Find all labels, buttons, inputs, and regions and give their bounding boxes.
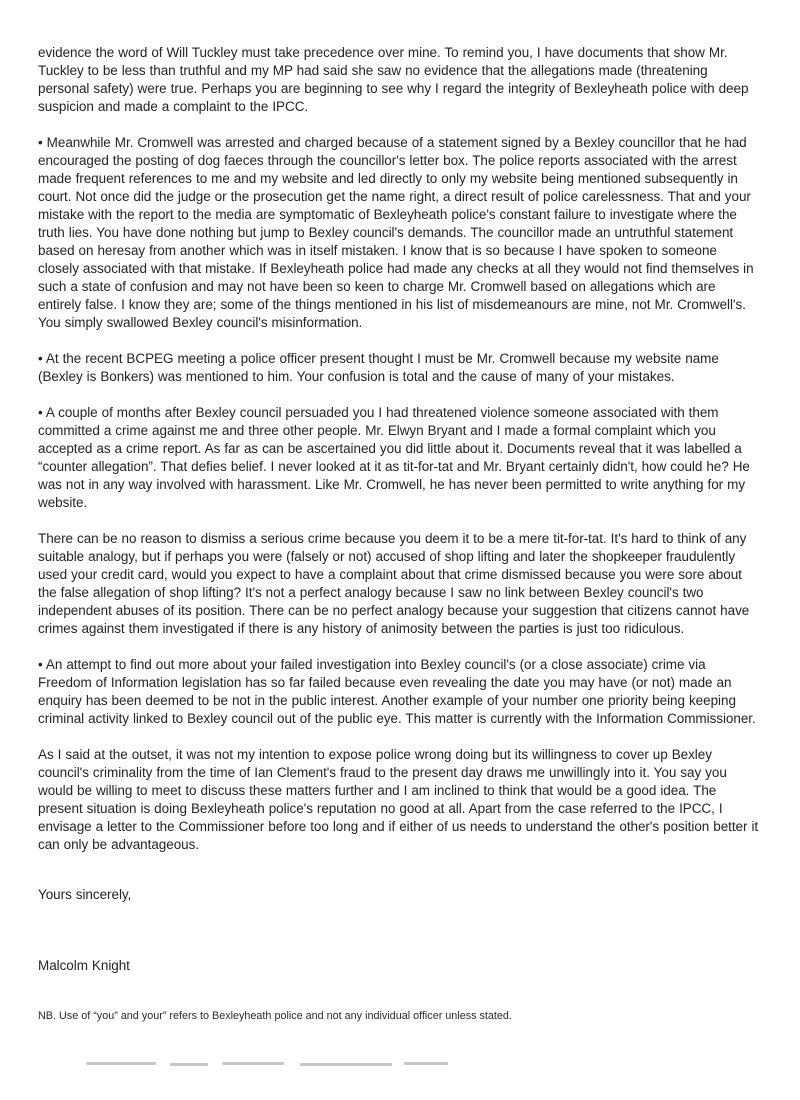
letter-bullet-paragraph: • Meanwhile Mr. Cromwell was arrested and charged because of a statement signed by a Bexley councillor that he had encouraged the posting of dog faeces through the councillor's letter box. The police reports associated with the arrest made frequent references to me and my website and led directly to only my website being mentioned subsequently in court. Not once did the judge or the prosecution get the name right, a direct result of police carelessness. That and your mistake with the report to the media are symptomatic of Bexleyheath police's constant failure to investigate where the truth lies. You have done nothing but jump to Bexley council's demands. The councillor made an untruthful statement based on heresay from another which was in itself mistaken. I know that is so because I have spoken to someone closely associated with that mistake. If Bexleyheath police had made any checks at all they would not find themselves in such a state of confusion and may not have been so keen to charge Mr. Cromwell based on allegations which are entirely false. I know they are; some of the things mentioned in his list of misdemeanours are mine, not Mr. Cromwell's. You simply swallowed Bexley council's misinformation. [38, 135, 754, 330]
scan-artifact-smudges [0, 1060, 800, 1072]
letter-footnote: NB. Use of “you” and your” refers to Bexleyheath police and not any individual officer unless stated. [38, 1010, 512, 1022]
letter-bullet-paragraph: • An attempt to find out more about your failed investigation into Bexley council's (or a close associate) crime via Freedom of Information legislation has so far failed because even revealing the date you may have (or not) made an enquiry has been deemed to be not in the public interest. Another example of your number one priority being keeping criminal activity linked to Bexley council out of the public eye. This matter is currently with the Information Commissioner. [38, 657, 756, 726]
letter-signature: Malcolm Knight [38, 958, 130, 973]
letter-closing: Yours sincerely, [38, 887, 132, 902]
letter-paragraph: As I said at the outset, it was not my intention to expose police wrong doing but its willingness to cover up Bexley council's criminality from the time of Ian Clement's fraud to the present day draws me unwillingly into it. You say you would be willing to meet to discuss these matters further and I am inclined to think that would be a good idea. The present situation is doing Bexleyheath police's reputation no good at all. Apart from the case referred to the IPCC, I envisage a letter to the Commissioner before too long and if either of us needs to understand the other's position better it can only be advantageous. [38, 747, 759, 852]
letter-paragraph: There can be no reason to dismiss a serious crime because you deem it to be a mere tit-for-tat. It's hard to think of any suitable analogy, but if perhaps you were (falsely or not) accused of shop lifting and later the shopkeeper fraudulently used your credit card, would you expect to have a complaint about that crime dismissed because you were sore about the false allegation of shop lifting? It's not a perfect analogy because I saw no link between Bexley council's two independent abuses of its position. There can be no perfect analogy because your suggestion that citizens cannot have crimes against them investigated if there is any history of animosity between the parties is just too ridiculous. [38, 531, 750, 636]
letter-page [38, 44, 760, 1034]
letter-paragraph: evidence the word of Will Tuckley must take precedence over mine. To remind you, I have documents that show Mr. Tuckley to be less than truthful and my MP had said she saw no evidence that the allegations made (threatening personal safety) were true. Perhaps you are beginning to see why I regard the integrity of Bexleyheath police with deep suspicion and made a complaint to the IPCC. [38, 45, 749, 114]
letter-bullet-paragraph: • A couple of months after Bexley council persuaded you I had threatened violence someone associated with them committed a crime against me and three other people. Mr. Elwyn Bryant and I made a formal complaint which you accepted as a crime report. As far as can be ascertained you did little about it. Documents reveal that it was labelled a “counter allegation”. That defies belief. I never looked at it as tit-for-tat and Mr. Bryant certainly didn't, how could he? He was not in any way involved with harassment. Like Mr. Cromwell, he has never been permitted to write anything for my website. [38, 405, 750, 510]
letter-bullet-paragraph: • At the recent BCPEG meeting a police officer present thought I must be Mr. Cromwell because my website name (Bexley is Bonkers) was mentioned to him. Your confusion is total and the cause of many of your mistakes. [38, 351, 719, 384]
